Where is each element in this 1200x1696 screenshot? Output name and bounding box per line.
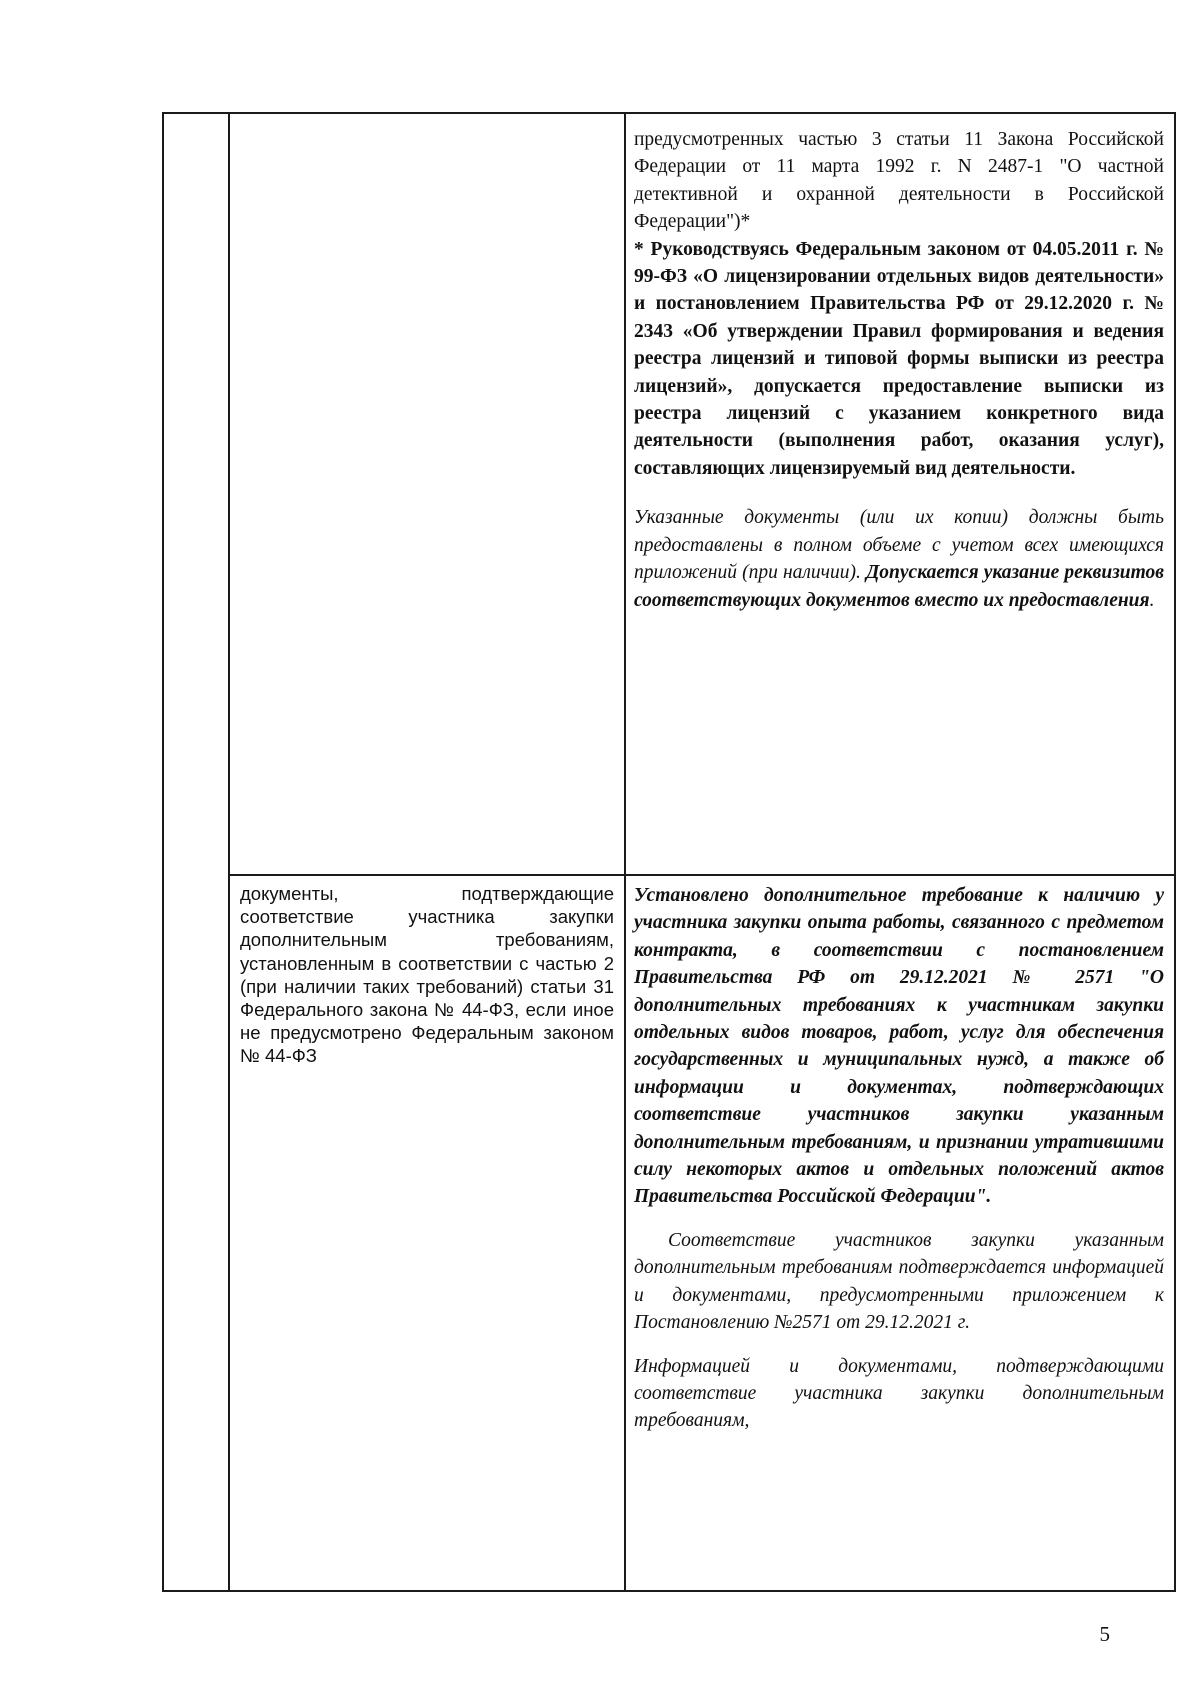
row1-licensing-note: * Руководствуясь Федеральным законом от 04.05.2011 г. № 99-ФЗ «О лицензировании отдельных видов деятельности» и постановлением Правительства РФ от 29.12.2020 г. № 2343 «Об утверждении Правил формирования и ведения реестра лицензий и типовой формы выписки из реестра лицензий», допускается предоставление выписки из реестра лицензий с указанием конкретного вида деятельности (выполнения работ, оказания услуг), составляющих лицензируемый вид деятельности. <box>634 238 1164 479</box>
row1-documents-note-end: . <box>1149 589 1155 611</box>
row1-requisites-note: Допускается указание реквизитов соответствующих документов вместо их предоставления <box>634 562 1165 611</box>
row2-compliance-confirmation: Соответствие участников закупки указанным дополнительным требованиям подтверждается информацией и документами, предусмотренными приложением к Постановлению №2571 от 29.12.2021 г. <box>634 1229 1164 1334</box>
column-line-1 <box>162 112 164 1592</box>
row2-document-description: документы, подтверждающие соответствие участника закупки дополнительным требованиям, установленным в соответствии с частью 2 (при наличии таких требований) статьи 31 Федерального закона № 44-ФЗ, если иное не предусмотрено Федеральным законом № 44-ФЗ <box>240 883 614 1067</box>
row1-requirement-cell <box>634 126 1164 614</box>
row1-law-reference-text: предусмотренных частью 3 статьи 11 Закона Российской Федерации от 11 марта 1992 г. N 2487-1 "О частной детективной и охранной деятельности в Российской Федерации")* <box>634 129 1164 233</box>
row2-documents-text: Информацией и документами, подтверждающими соответствие участника закупки дополнительным требованиям, <box>634 1355 1164 1432</box>
row-divider <box>228 874 1176 876</box>
column-line-3 <box>624 112 626 1592</box>
table-top-border <box>162 112 1176 114</box>
row2-document-description-cell <box>240 882 614 1068</box>
column-line-2 <box>228 112 230 1592</box>
row1-documents-note <box>634 504 1164 614</box>
row2-requirement-cell <box>634 882 1164 1435</box>
row2-additional-requirement: Установлено дополнительное требование к наличию у участника закупки опыта работы, связанного с предметом контракта, в соответствии с постановлением Правительства РФ от 29.12.2021 № 2571 "О дополнительных требованиях к участникам закупки отдельных видов товаров, работ, услуг для обеспечения государственных и муниципальных нужд, а также об информации и документах, подтверждающих соответствие участников закупки указанным дополнительным требованиям, и признании утратившими силу некоторых актов и отдельных положений актов Правительства Российской Федерации". <box>634 885 1164 1208</box>
table-bottom-border <box>162 1590 1176 1592</box>
page-number: 5 <box>1099 1622 1110 1646</box>
row1-documents-note-text: Указанные документы (или их копии) должны быть предоставлены в полном объеме с учетом всех имеющихся приложений (при наличии). <box>634 507 1164 584</box>
column-line-4 <box>1174 112 1176 1592</box>
